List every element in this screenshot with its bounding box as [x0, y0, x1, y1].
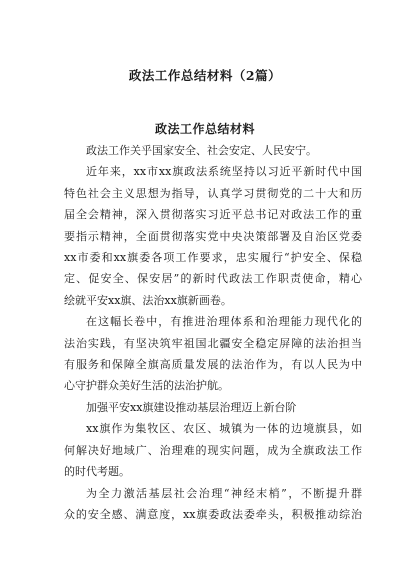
body-text	[64, 140, 362, 525]
body-line: 众的安全感、满意度，xx旗委政法委牵头，积极推动综治	[64, 507, 362, 521]
body-line: 的时代考题。	[64, 465, 130, 479]
body-line: 绘就平安xx旗、法治xx旗新画卷。	[64, 293, 232, 307]
body-line: xx旗作为集牧区、农区、城镇为一体的边境旗县，如	[86, 422, 362, 436]
body-line: 为全力激活基层社会治理“神经末梢”，不断提升群	[86, 486, 362, 500]
body-line: 加强平安xx旗建设推动基层治理迈上新台阶	[86, 400, 297, 414]
section-title: 政法工作总结材料	[154, 122, 255, 136]
body-line: xx市委和xx旗委各项工作要求，忠实履行“护安全、保稳	[64, 251, 362, 265]
body-line: 在这幅长卷中，有推进治理体系和治理能力现代化的	[86, 315, 362, 329]
body-line: 要指示精神，全面贯彻落实党中央决策部署及自治区党委	[64, 229, 362, 243]
body-line: 有服务和保障全旗高质量发展的法治作为，有以人民为中	[64, 358, 362, 372]
body-line: 心守护群众美好生活的法治护航。	[64, 379, 229, 393]
document-title: 政法工作总结材料（2篇）	[128, 68, 282, 83]
body-line: 何解决好地域广、治理难的现实问题，成为全旗政法工作	[64, 443, 362, 457]
body-line: 近年来，xx市xx旗政法系统坚持以习近平新时代中国	[86, 165, 362, 179]
body-line: 政法工作关乎国家安全、社会安定、人民安宁。	[86, 144, 317, 157]
body-line: 届全会精神，深入贯彻落实习近平总书记对政法工作的重	[64, 208, 362, 222]
body-line: 法治实践，有坚决筑牢祖国北疆安全稳定屏障的法治担当	[64, 336, 362, 350]
body-line: 特色社会主义思想为指导，认真学习贯彻党的二十大和历	[64, 186, 362, 200]
body-line: 定、促安全、保安居”的新时代政法工作职责使命，精心	[64, 272, 362, 286]
